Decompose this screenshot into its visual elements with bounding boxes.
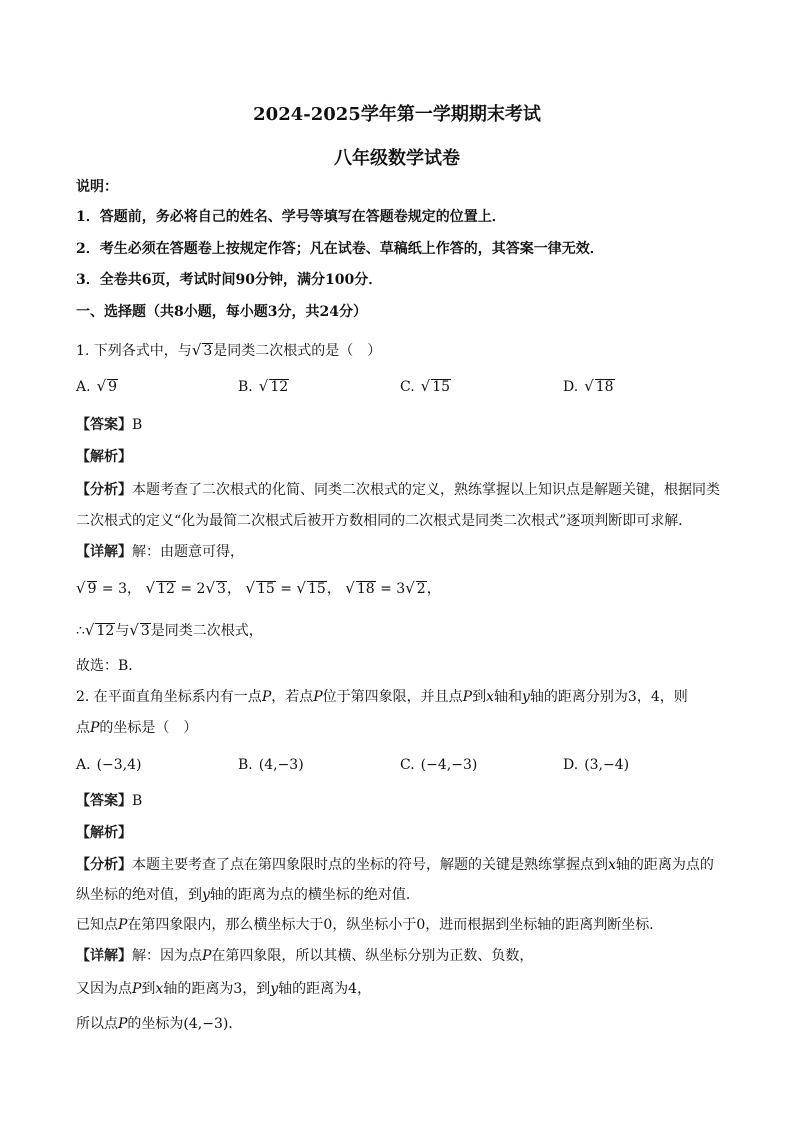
xiangjie-1: 【详解】解：由题意可得， <box>76 544 244 560</box>
analysis-tag-1: 【解析】 <box>76 449 132 465</box>
radicand: 3 <box>203 343 213 359</box>
fenxi-1-line2: 二次根式的定义“化为最简二次根式后被开方数相同的二次根式是同类二次根式”逐项判断即可求解． <box>76 513 693 529</box>
analysis-tag-2: 【解析】 <box>76 825 132 841</box>
therefore-line: ∴√ 12与√ 3是同类二次根式， <box>76 621 263 639</box>
sqrt-symbol: √ <box>191 341 202 359</box>
question-2-line1: 2. 在平面直角坐标系内有一点P，若点P位于第四象限，并且点P到x轴和y轴的距离分别为3，4，则 <box>76 689 688 705</box>
q2-option-c: C. (−4,−3) <box>400 757 478 773</box>
answer-1: 【答案】B <box>76 417 143 433</box>
option-b: B. √ 12 <box>238 377 289 395</box>
note-2: 2．考生必须在答题卷上按规定作答；凡在试卷、草稿纸上作答的，其答案一律无效． <box>76 241 604 257</box>
question-2-line2: 点P的坐标是（ ） <box>76 720 198 736</box>
note-3: 3．全卷共6页，考试时间90分钟，满分100分． <box>76 272 383 288</box>
note-1: 1．答题前，务必将自己的姓名、学号等填写在答题卷规定的位置上． <box>76 209 506 225</box>
answer-2: 【答案】B <box>76 793 143 809</box>
question-1: 1. 下列各式中，与√ 3是同类二次根式的是（ ） <box>76 341 382 359</box>
fenxi-2-line3: 已知点P在第四象限内，那么横坐标大于0，纵坐标小于0，进而根据到坐标轴的距离判断坐标． <box>76 917 664 933</box>
choose-line-1: 故选：B． <box>76 658 143 674</box>
notes-label: 说明： <box>76 179 118 195</box>
option-d: D. √ 18 <box>563 377 614 395</box>
q2-option-a: A. (−3,4) <box>76 757 142 773</box>
xiangjie-2-line3: 所以点P的坐标为(4,−3)． <box>76 1016 243 1032</box>
option-a: A. √ 9 <box>76 377 118 395</box>
fenxi-2-line2: 纵坐标的绝对值，到y轴的距离为点的横坐标的绝对值． <box>76 887 420 903</box>
fenxi-2-line1: 【分析】本题主要考查了点在第四象限时点的坐标的符号，解题的关键是熟练掌握点到x轴的距离为点的 <box>76 857 714 873</box>
exam-subtitle: 八年级数学试卷 <box>334 148 460 169</box>
q2-option-b: B. (4,−3) <box>238 757 304 773</box>
q2-option-d: D. (3,−4) <box>563 757 630 773</box>
calc-line: √ 9 = 3， √ 12 = 2√ 3， √ 15 = √ 15， √ 18 = 3√ 2， <box>76 579 441 597</box>
xiangjie-2-line1: 【详解】解：因为点P在第四象限，所以其横、纵坐标分别为正数、负数， <box>76 948 534 964</box>
fenxi-1-line1: 【分析】本题考查了二次根式的化简、同类二次根式的定义，熟练掌握以上知识点是解题关键，根据同类 <box>76 482 720 498</box>
section-heading: 一、选择题（共8小题，每小题3分，共24分） <box>76 304 367 320</box>
exam-title: 2024-2025学年第一学期期末考试 <box>253 104 541 125</box>
option-c: C. √ 15 <box>400 377 451 395</box>
xiangjie-2-line2: 又因为点P到x轴的距离为3，到y轴的距离为4， <box>76 981 372 997</box>
